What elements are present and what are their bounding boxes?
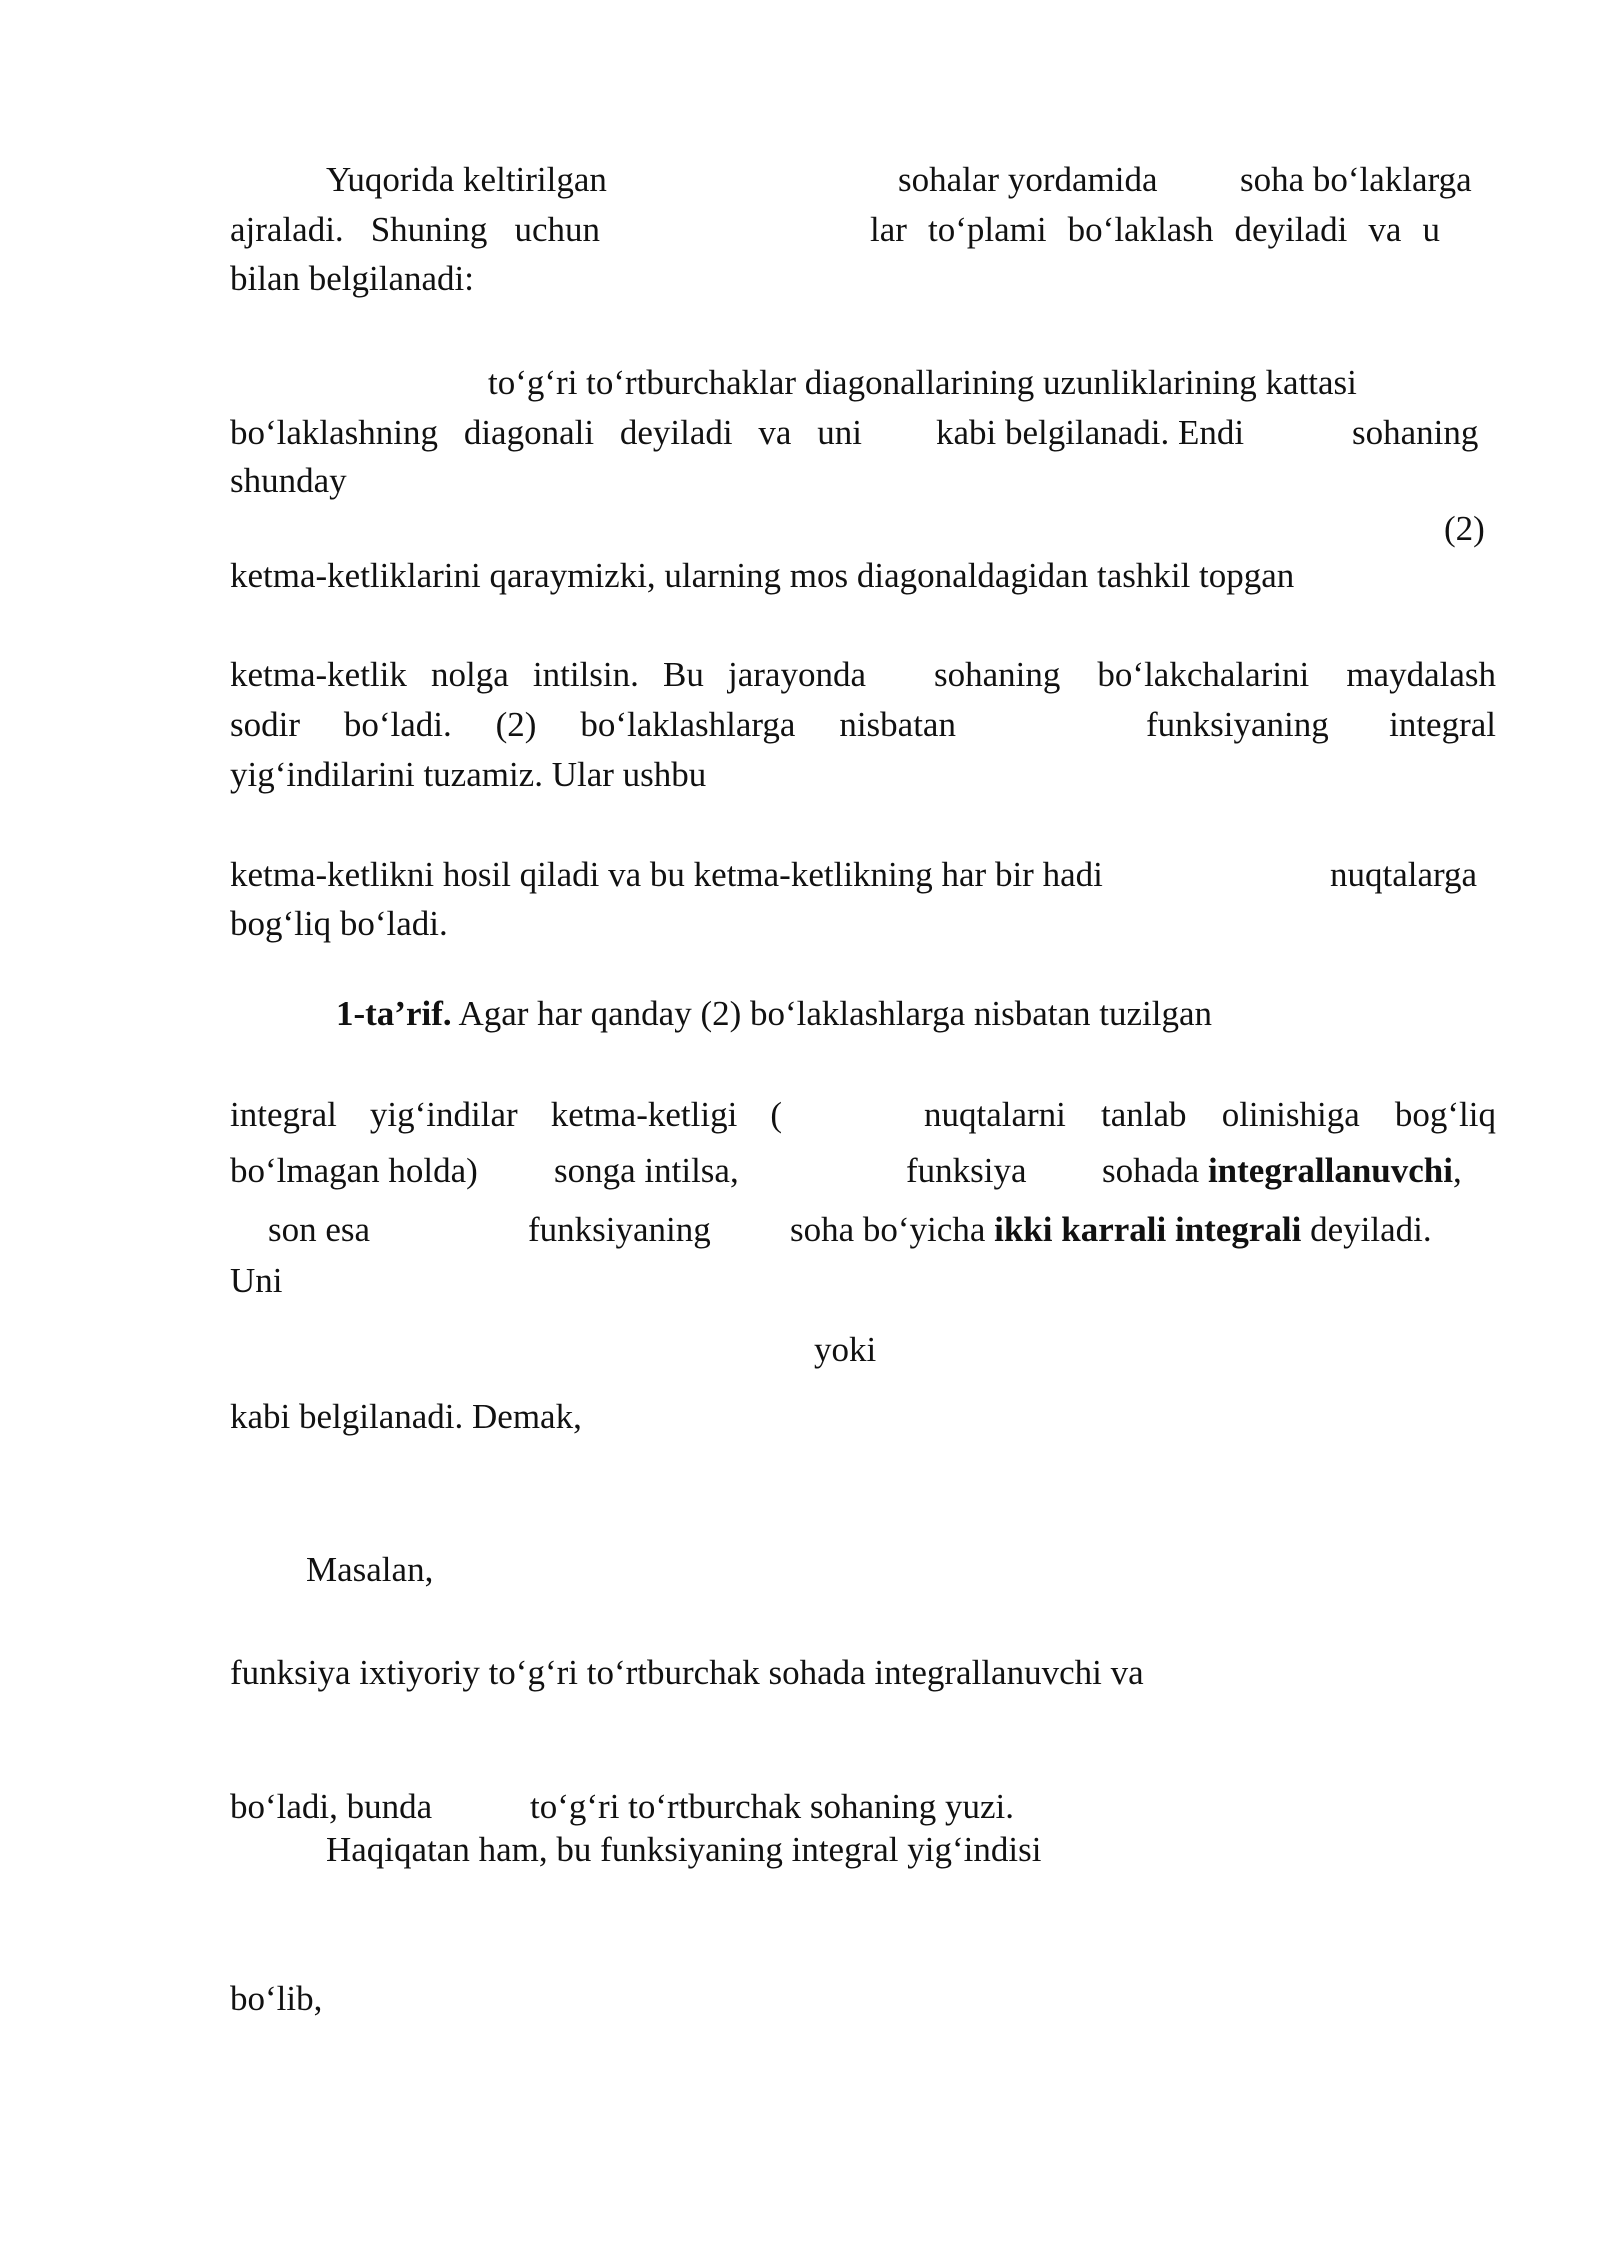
word: va bbox=[758, 413, 792, 452]
word: integral bbox=[230, 1095, 337, 1134]
word: Bu bbox=[663, 655, 704, 694]
word: maydalash bbox=[1346, 655, 1496, 694]
word: nuqtalarni bbox=[924, 1095, 1066, 1134]
punctuation: , bbox=[1452, 1151, 1462, 1190]
word: u bbox=[1422, 210, 1440, 249]
definition-line-1 bbox=[336, 989, 1212, 1039]
p1-line-2b bbox=[870, 205, 1440, 255]
word: integral bbox=[1389, 705, 1496, 744]
p2-line-3: shunday bbox=[230, 461, 347, 500]
word: bo‘laklashlarga bbox=[580, 705, 796, 744]
p3-line-2a bbox=[230, 700, 956, 750]
term-integrallanuvchi: integrallanuvchi bbox=[1207, 1151, 1453, 1190]
word: to‘plami bbox=[928, 210, 1047, 249]
definition-title: 1-ta’rif. bbox=[336, 994, 452, 1033]
word: va bbox=[1368, 210, 1402, 249]
p3-line-2b bbox=[1146, 700, 1496, 750]
word: sohada bbox=[1102, 1151, 1200, 1190]
p1-line-2a bbox=[230, 205, 600, 255]
example-line-2b: to‘g‘ri to‘rtburchak sohaning yuzi. bbox=[530, 1787, 1015, 1826]
word: jarayonda bbox=[728, 655, 866, 694]
word: tanlab bbox=[1101, 1095, 1187, 1134]
word: bog‘liq bbox=[1394, 1095, 1496, 1134]
word: deyiladi bbox=[619, 413, 733, 452]
word: nisbatan bbox=[839, 705, 956, 744]
p1-line-3: bilan belgilanadi: bbox=[230, 259, 474, 298]
p2-text-2b: kabi belgilanadi. Endi bbox=[936, 413, 1245, 452]
word: bo‘ladi. bbox=[343, 705, 452, 744]
word: lar bbox=[870, 210, 907, 249]
definition-text-4b: funksiyaning bbox=[528, 1210, 711, 1249]
word: deyiladi. bbox=[1310, 1210, 1432, 1249]
word: olinishiga bbox=[1221, 1095, 1360, 1134]
word: ketma-ketligi bbox=[550, 1095, 738, 1134]
example-line-3: Haqiqatan ham, bu funksiyaning integral yig‘indisi bbox=[326, 1830, 1042, 1869]
word: ketma-ketlik bbox=[230, 655, 407, 694]
p4-line-1a: ketma-ketlikni hosil qiladi va bu ketma-ketlikning har bir hadi bbox=[230, 855, 1103, 894]
p2-line-2a bbox=[230, 408, 862, 458]
word: nolga bbox=[431, 655, 509, 694]
definition-line-2a bbox=[230, 1090, 782, 1140]
word: sodir bbox=[230, 705, 300, 744]
word: (2) bbox=[495, 705, 537, 744]
definition-text-4c bbox=[790, 1205, 1432, 1255]
p2-line-1: to‘g‘ri to‘rtburchaklar diagonallarining uzunliklarining kattasi bbox=[488, 363, 1357, 402]
p1-text-2: sohalar yordamida bbox=[898, 160, 1158, 199]
word: bo‘laklashning bbox=[230, 413, 439, 452]
definition-line-2b bbox=[924, 1090, 1496, 1140]
word: ( bbox=[770, 1095, 782, 1134]
example-line-1: funksiya ixtiyoriy to‘g‘ri to‘rtburchak sohada integrallanuvchi va bbox=[230, 1653, 1144, 1692]
p2-line-4: ketma-ketliklarini qaraymizki, ularning mos diagonaldagidan tashkil topgan bbox=[230, 556, 1295, 595]
definition-text-3c: funksiya bbox=[906, 1151, 1027, 1190]
example-line-4: bo‘lib, bbox=[230, 1979, 323, 2018]
term-ikki-karrali-integral: ikki karrali integrali bbox=[994, 1210, 1302, 1249]
word: uchun bbox=[514, 210, 600, 249]
p3-line-1b bbox=[934, 650, 1496, 700]
definition-text-4a: son esa bbox=[268, 1210, 371, 1249]
p1-text-1: Yuqorida keltirilgan bbox=[326, 160, 607, 199]
equation-number: (2) bbox=[1444, 509, 1485, 548]
example-line-2a: bo‘ladi, bunda bbox=[230, 1787, 433, 1826]
word: deyiladi bbox=[1234, 210, 1348, 249]
p4-line-2: bog‘liq bo‘ladi. bbox=[230, 904, 448, 943]
word: intilsin. bbox=[532, 655, 639, 694]
definition-yoki: yoki bbox=[814, 1330, 877, 1369]
word: bo‘laklash bbox=[1067, 210, 1214, 249]
p3-line-3: yig‘indilarini tuzamiz. Ular ushbu bbox=[230, 755, 707, 794]
p1-text-3: soha bo‘laklarga bbox=[1240, 160, 1472, 199]
p2-text-2c: sohaning bbox=[1352, 413, 1479, 452]
definition-line-5: Uni bbox=[230, 1261, 283, 1300]
word: yig‘indilar bbox=[369, 1095, 518, 1134]
definition-text-3d bbox=[1102, 1146, 1462, 1196]
p4-line-1b: nuqtalarga bbox=[1330, 855, 1478, 894]
definition-line-6: kabi belgilanadi. Demak, bbox=[230, 1397, 582, 1436]
definition-text-1: Agar har qanday (2) bo‘laklashlarga nisbatan tuzilgan bbox=[458, 994, 1212, 1033]
word: uni bbox=[817, 413, 862, 452]
word: ajraladi. bbox=[230, 210, 344, 249]
word: funksiyaning bbox=[1146, 705, 1329, 744]
definition-text-3a: bo‘lmagan holda) bbox=[230, 1151, 478, 1190]
word: sohaning bbox=[934, 655, 1061, 694]
word: diagonali bbox=[463, 413, 595, 452]
word: Shuning bbox=[370, 210, 488, 249]
definition-text-3b: songa intilsa, bbox=[554, 1151, 739, 1190]
word: bo‘lakchalarini bbox=[1097, 655, 1310, 694]
word: soha bo‘yicha bbox=[790, 1210, 986, 1249]
example-intro: Masalan, bbox=[306, 1550, 434, 1589]
p3-line-1a bbox=[230, 650, 866, 700]
